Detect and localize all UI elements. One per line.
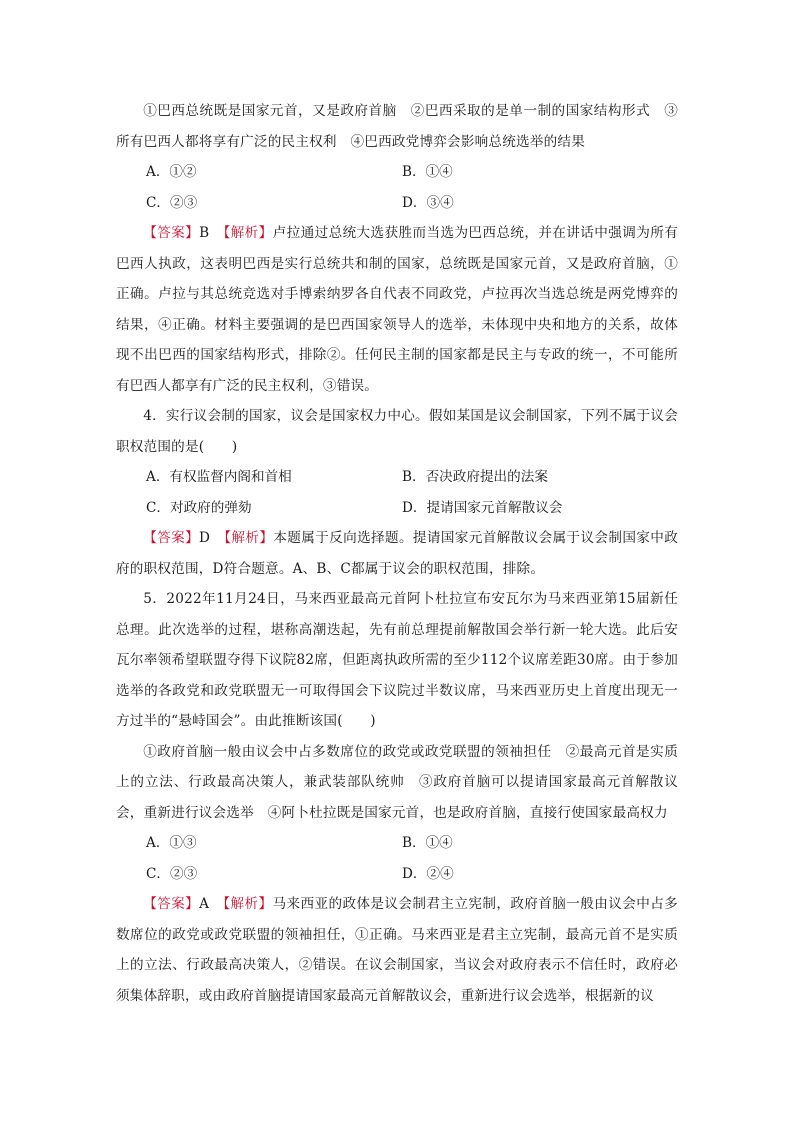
q3-answer-label: 【答案】 bbox=[143, 225, 200, 241]
q5-answer-label: 【答案】 bbox=[143, 896, 200, 912]
q5-option-b[interactable]: B．①④ bbox=[402, 835, 453, 851]
q3-option-a[interactable]: A．①② bbox=[146, 164, 197, 180]
q4-option-d[interactable]: D．提请国家元首解散议会 bbox=[402, 499, 563, 516]
q3-options bbox=[116, 157, 678, 218]
q4-options bbox=[116, 462, 678, 523]
q3-analysis-label: 【解析】 bbox=[223, 225, 273, 241]
q5-options bbox=[116, 828, 678, 889]
q5-answer-value: A bbox=[199, 896, 210, 912]
q5-answer-block bbox=[116, 889, 678, 1011]
q4-option-a[interactable]: A．有权监督内阁和首相 bbox=[146, 469, 292, 485]
q3-statements: ①巴西总统既是国家元首，又是政府首脑 ②巴西采取的是单一制的国家结构形式 ③所有巴西人都将享有广泛的民主权利 ④巴西政党博弈会影响总统选举的结果 bbox=[116, 103, 678, 150]
q4-answer-value: D bbox=[199, 530, 211, 546]
q4-option-b[interactable]: B．否决政府提出的法案 bbox=[402, 469, 548, 485]
q5-option-d[interactable]: D．②④ bbox=[402, 865, 454, 882]
q5-analysis: 马来西亚的政体是议会制君主立宪制，政府首脑一般由议会中占多数席位的政党或政党联盟的领袖担任，①正确。马来西亚是君主立宪制，最高元首不是实质上的立法、行政最高决策人，②错误。在议会制国家，当议会对政府表示不信任时，政府必须集体辞职，或由政府首脑提请国家最高元首解散议会，重新进行议会选举，根据新的议 bbox=[116, 896, 678, 1004]
q3-answer-block bbox=[116, 218, 678, 401]
q3-option-b[interactable]: B．①④ bbox=[402, 164, 453, 180]
q3-option-d[interactable]: D．③④ bbox=[402, 194, 454, 211]
q5-statements: ①政府首脑一般由议会中占多数席位的政党或政党联盟的领袖担任 ②最高元首是实质上的立法、行政最高决策人，兼武装部队统帅 ③政府首脑可以提请国家最高元首解散议会，重新进行议会选举 ④阿卜杜拉既是国家元首，也是政府首脑，直接行使国家最高权力 bbox=[116, 743, 678, 821]
q5-analysis-label: 【解析】 bbox=[223, 896, 273, 912]
q4-stem: 4．实行议会制的国家，议会是国家权力中心。假如某国是议会制国家，下列不属于议会职权范围的是( ) bbox=[116, 408, 678, 455]
q3-analysis: 卢拉通过总统大选获胜而当选为巴西总统，并在讲话中强调为所有巴西人执政，这表明巴西是实行总统共和制的国家，总统既是国家元首，又是政府首脑，①正确。卢拉与其总统竞选对手博索纳罗各自代表不同政党，卢拉再次当选总统是两党博弈的结果，④正确。材料主要强调的是巴西国家领导人的选举，未体现中央和地方的关系，故体现不出巴西的国家结构形式，排除②。任何民主制的国家都是民主与专政的统一，不可能所有巴西人都享有广泛的民主权利，③错误。 bbox=[116, 225, 678, 394]
q5-stem: 5．2022年11月24日，马来西亚最高元首阿卜杜拉宣布安瓦尔为马来西亚第15届新任总理。此次选举的过程，堪称高潮迭起，先有前总理提前解散国会举行新一轮大选。此后安瓦尔率领希望联盟夺得下议院82席，但距离执政所需的至少112个议席差距30席。由于参加选举的各政党和政党联盟无一可取得国会下议院过半数议席，马来西亚历史上首度出现无一方过半的“悬峙国会”。由此推断该国( ) bbox=[116, 591, 678, 729]
q5-option-c[interactable]: C．②③ bbox=[146, 865, 198, 882]
q4-answer-block bbox=[116, 523, 678, 584]
q4-analysis: 本题属于反向选择题。提请国家元首解散议会属于议会制国家中政府的职权范围，D符合题意。A、B、C都属于议会的职权范围，排除。 bbox=[116, 530, 678, 577]
q4-option-c[interactable]: C．对政府的弹劾 bbox=[146, 499, 252, 516]
q4-answer-label: 【答案】 bbox=[143, 530, 200, 546]
q5-option-a[interactable]: A．①③ bbox=[146, 835, 197, 851]
document-page bbox=[116, 96, 678, 1011]
q4-analysis-label: 【解析】 bbox=[224, 530, 274, 546]
q3-answer-value: B bbox=[199, 225, 210, 241]
q3-option-c[interactable]: C．②③ bbox=[146, 194, 198, 211]
